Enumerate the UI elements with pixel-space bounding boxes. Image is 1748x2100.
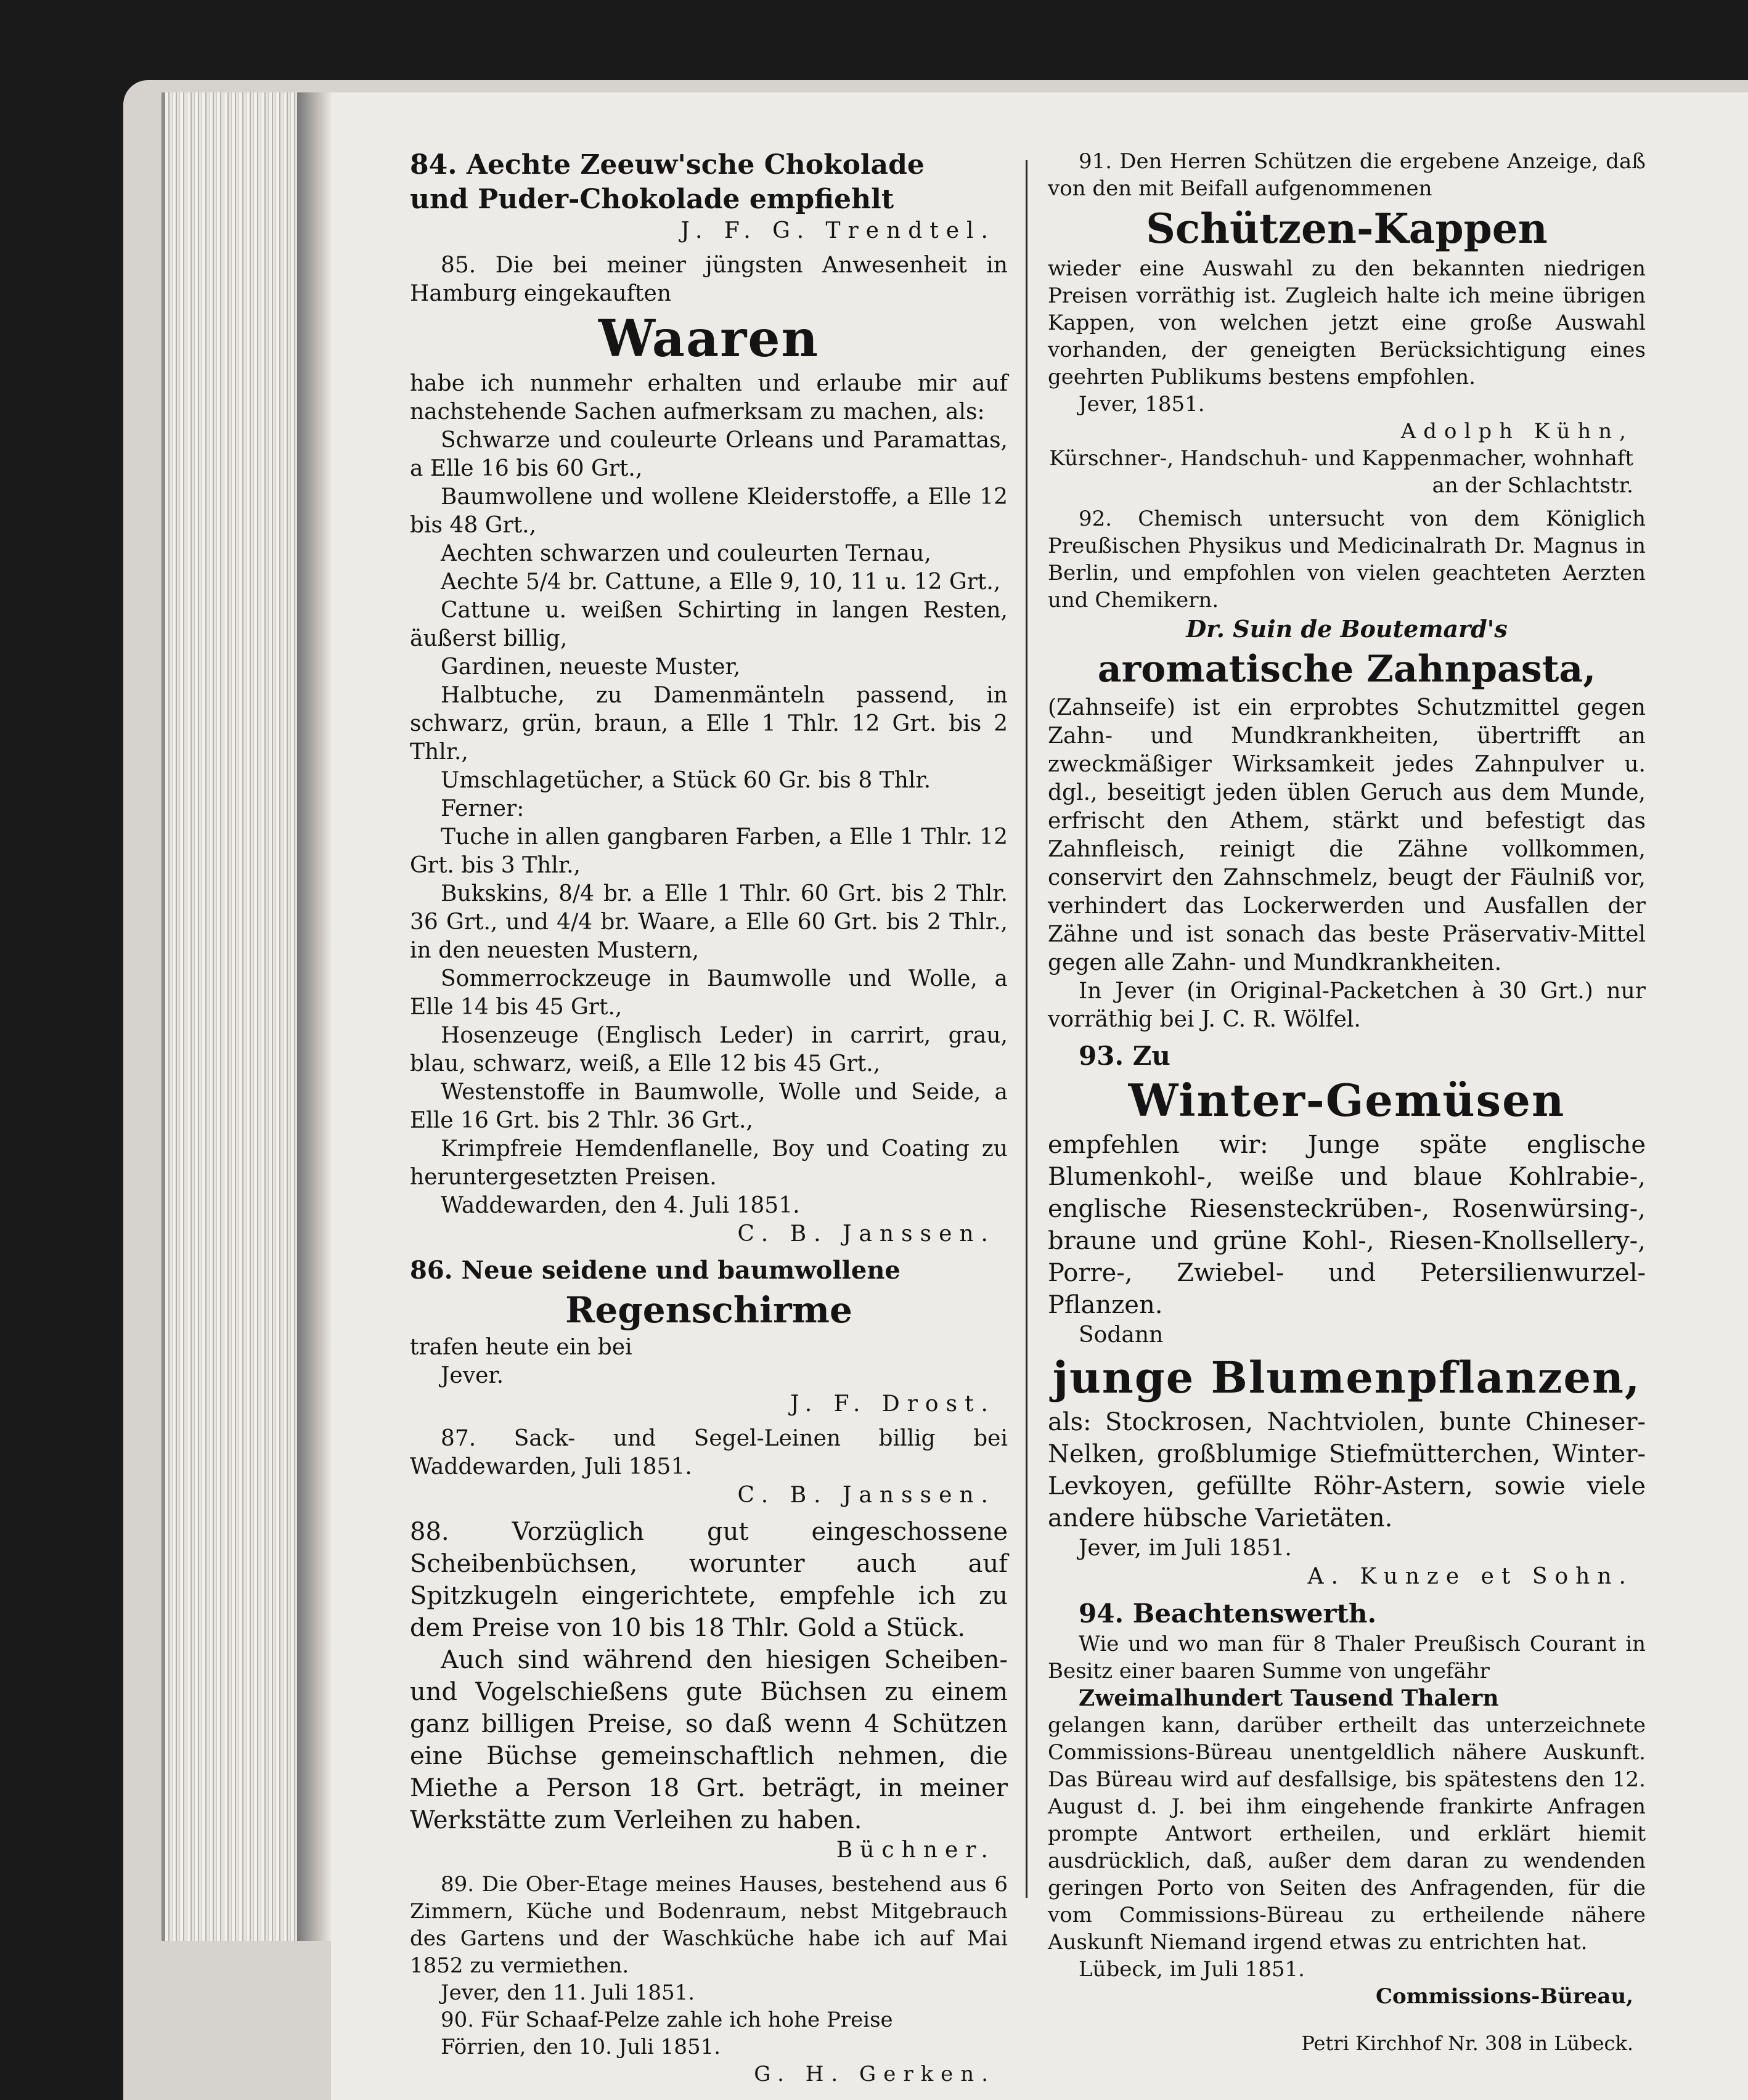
- ad-93-sodann: Sodann: [1079, 1322, 1164, 1348]
- ad-90: [410, 2006, 1008, 2088]
- ad-93: [1048, 1040, 1646, 1591]
- ad-94-place: Lübeck, im Juli 1851.: [1079, 1957, 1305, 1982]
- ad-92: [1048, 505, 1646, 1034]
- ad-86-body: trafen heute ein bei: [410, 1335, 632, 1360]
- ad-94-body1: Wie und wo man für 8 Thaler Preußisch Courant in Besitz einer baaren Summe von ungefähr: [1048, 1632, 1646, 1683]
- ad-94: [1048, 1597, 1646, 2057]
- column-divider: [1026, 160, 1027, 1898]
- ad-86-sign: J. F. Drost.: [790, 1391, 995, 1417]
- ad-90-place: Förrien, den 10. Juli 1851.: [441, 2035, 721, 2059]
- ad-85-title: Waaren: [598, 309, 820, 368]
- ad-84-line1: 84. Aechte Zeeuw'sche Chokolade: [410, 149, 925, 181]
- ad-93-body: empfehlen wir: Junge späte englische Blumenkohl-, weiße und blaue Kohlrabie-, englische Riesensteckrüben-, Rosenwürsing-, braune und grüne Kohl-, Riesen-Knollsellery-, Porre-, Zwiebel- und Petersilienwurzel-Pflanzen.: [1048, 1131, 1646, 1319]
- ad-85-item: Westenstoffe in Baumwolle, Wolle und Seide, a Elle 16 Grt. bis 2 Thlr. 36 Grt.,: [410, 1080, 1008, 1133]
- ad-89-place: Jever, den 11. Juli 1851.: [441, 1980, 695, 2005]
- ad-85-place: Waddewarden, den 4. Juli 1851.: [441, 1193, 800, 1218]
- ad-92-intro: 92. Chemisch untersucht von dem Königlich Preußischen Physikus und Medicinalrath Dr. Magnus in Berlin, und empfohlen von vielen geachteten Aerzten und Chemikern.: [1048, 507, 1646, 612]
- ad-89-body: 89. Die Ober-Etage meines Hauses, bestehend aus 6 Zimmern, Küche und Bodenraum, nebst Mitgebrauch des Gartens und der Waschküche habe ich auf Mai 1852 zu vermiethen.: [410, 1872, 1008, 1978]
- ad-85-item: Krimpfreie Hemdenflanelle, Boy und Coating zu heruntergesetzten Preisen.: [410, 1136, 1008, 1190]
- ad-85-item: Aechte 5/4 br. Cattune, a Elle 9, 10, 11 u. 12 Grt.,: [441, 569, 1001, 595]
- ad-87-body: 87. Sack- und Segel-Leinen billig bei Waddewarden, Juli 1851.: [410, 1426, 1008, 1479]
- ad-94-highlight: Zweimalhundert Tausend Thalern: [1079, 1685, 1499, 1711]
- ad-93-title: Winter-Gemüsen: [1128, 1074, 1566, 1126]
- ad-91: [1048, 148, 1646, 499]
- ad-94-body2: gelangen kann, darüber ertheilt das unterzeichnete Commissions-Büreau unentgeldlich nähere Auskunft. Das Büreau wird auf desfallsige, bis spätestens den 12. August d. J. bei ihm eingehende frankirte Anfragen prompte Antwort ertheilen, und erklärt hiemit ausdrücklich, daß, außer dem daran zu wendenden geringen Porto von Seiten des Anfragenden, für die vom Commissions-Büreau zu ertheilende nähere Auskunft Niemand irgend etwas zu entrichten hat.: [1048, 1713, 1646, 1955]
- ad-85-sign: C. B. Janssen.: [737, 1221, 995, 1247]
- ad-85-item: Aechten schwarzen und couleurten Ternau,: [441, 541, 931, 566]
- spine-shadow: [297, 92, 331, 1941]
- ad-91-place: Jever, 1851.: [1079, 392, 1205, 417]
- ad-85-item: Tuche in allen gangbaren Farben, a Elle 1 Thlr. 12 Grt. bis 3 Thlr.,: [410, 824, 1008, 878]
- ad-85-item: Schwarze und couleurte Orleans und Paramattas, a Elle 16 bis 60 Grt.,: [410, 428, 1008, 481]
- ad-93-intro: 93. Zu: [1079, 1041, 1170, 1071]
- ad-88: [410, 1516, 1008, 1865]
- ad-91-sign: Adolph Kühn,: [1400, 419, 1633, 444]
- ad-88-sign: Büchner.: [836, 1837, 995, 1863]
- ad-94-address: Petri Kirchhof Nr. 308 in Lübeck.: [1301, 2032, 1633, 2055]
- ad-91-body: wieder eine Auswahl zu den bekannten niedrigen Preisen vorräthig ist. Zugleich halte ich meine übrigen Kappen, von welchen jetzt eine große Auswahl vorhanden, der geneigten Berücksichtigung eines geehrten Publikums bestens empfohlen.: [1048, 256, 1646, 389]
- ad-85-item: Umschlagetücher, a Stück 60 Gr. bis 8 Thlr.: [441, 768, 931, 793]
- ad-91-sign2: Kürschner-, Handschuh- und Kappenmacher, wohnhaft an der Schlachtstr.: [1049, 446, 1633, 498]
- ad-94-sign: Commissions-Büreau,: [1375, 1984, 1633, 2009]
- ad-85-body: habe ich nunmehr erhalten und erlaube mir auf nachstehende Sachen aufmerksam zu machen, als:: [410, 371, 1008, 425]
- ad-85-item: Gardinen, neueste Muster,: [441, 654, 741, 680]
- ad-94-intro: 94. Beachtenswerth.: [1079, 1598, 1377, 1629]
- ad-92-footer: In Jever (in Original-Packetchen à 30 Grt.) nur vorräthig bei J. C. R. Wölfel.: [1048, 979, 1646, 1032]
- ad-89: [410, 1871, 1008, 2006]
- ad-91-title: Schützen-Kappen: [1146, 205, 1548, 253]
- ad-85-item: Hosenzeuge (Englisch Leder) in carrirt, grau, blau, schwarz, weiß, a Elle 12 bis 45 Grt.,: [410, 1023, 1008, 1076]
- ad-88-body1: 88. Vorzüglich gut eingeschossene Scheibenbüchsen, worunter auch auf Spitzkugeln eingerichtete, empfehle ich zu dem Preise von 10 bis 18 Thlr. Gold a Stück.: [410, 1518, 1008, 1642]
- ad-93-sign: A. Kunze et Sohn.: [1307, 1564, 1633, 1589]
- ad-85-item: Bukskins, 8/4 br. a Elle 1 Thlr. 60 Grt. bis 2 Thlr. 36 Grt., und 4/4 br. Waare, a Elle 60 Grt. bis 2 Thlr., in den neuesten Mustern,: [410, 881, 1008, 963]
- ad-85-item: Baumwollene und wollene Kleiderstoffe, a Elle 12 bis 48 Grt.,: [410, 484, 1008, 538]
- ad-93-title2: junge Blumenpflanzen,: [1052, 1352, 1641, 1403]
- ad-86: [410, 1255, 1008, 1418]
- left-column: [410, 148, 1008, 2088]
- ad-92-body: (Zahnseife) ist ein erprobtes Schutzmittel gegen Zahn- und Mundkrankheiten, übertrifft an zweckmäßiger Wirksamkeit jedes Zahnpulver u. dgl., beseitigt jeden üblen Geruch aus dem Munde, erfrischt den Athem, stärkt und befestigt das Zahnfleisch, reinigt die Zähne vollkommen, conservirt den Zahnschmelz, beugt der Fäulniß vor, verhindert das Lockerwerden und Ausfallen der Zähne und ist sonach das beste Präservativ-Mittel gegen alle Zahn- und Mundkrankheiten.: [1048, 695, 1646, 975]
- ad-86-place: Jever.: [441, 1363, 504, 1388]
- ad-93-place: Jever, im Juli 1851.: [1079, 1536, 1292, 1561]
- ad-84: [410, 148, 1008, 245]
- ad-87: [410, 1425, 1008, 1510]
- ad-85: [410, 251, 1008, 1248]
- right-column: [1048, 148, 1646, 2077]
- ad-85-intro: 85. Die bei meiner jüngsten Anwesenheit in Hamburg eingekauften: [410, 253, 1008, 306]
- ad-87-sign: C. B. Janssen.: [737, 1483, 995, 1508]
- ad-85-item: Ferner:: [441, 796, 525, 821]
- ad-84-sign: J. F. G. Trendtel.: [680, 218, 995, 243]
- ad-90-sign: G. H. Gerken.: [754, 2062, 995, 2086]
- ad-85-item: Halbtuche, zu Damenmänteln passend, in schwarz, grün, braun, a Elle 1 Thlr. 12 Grt. bis 2 Thlr.,: [410, 683, 1008, 765]
- ad-92-subtitle: Dr. Suin de Boutemard's: [1186, 615, 1508, 643]
- ad-93-body2: als: Stockrosen, Nachtviolen, bunte Chineser-Nelken, großblumige Stiefmütterchen, Winter-Levkoyen, gefüllte Röhr-Astern, sowie viele andere hübsche Varietäten.: [1048, 1408, 1646, 1532]
- page-edges: [161, 92, 301, 1941]
- ad-85-item: Cattune u. weißen Schirting in langen Resten, äußerst billig,: [410, 598, 1008, 651]
- ad-92-title: aromatische Zahnpasta,: [1097, 648, 1596, 691]
- ad-90-body: 90. Für Schaaf-Pelze zahle ich hohe Preise: [441, 2008, 893, 2032]
- ad-86-title: Regenschirme: [565, 1289, 852, 1331]
- ad-86-line1: 86. Neue seidene und baumwollene: [410, 1256, 901, 1285]
- ad-91-intro: 91. Den Herren Schützen die ergebene Anzeige, daß von den mit Beifall aufgenommenen: [1048, 149, 1646, 201]
- ad-85-item: Sommerrockzeuge in Baumwolle und Wolle, a Elle 14 bis 45 Grt.,: [410, 966, 1008, 1020]
- ad-84-line2: und Puder-Chokolade empfiehlt: [410, 184, 894, 215]
- ad-88-body2: Auch sind während den hiesigen Scheiben- und Vogelschießens gute Büchsen zu einem ganz billigen Preise, so daß wenn 4 Schützen eine Büchse gemeinschaftlich nehmen, die Miethe a Person 18 Grt. beträgt, in meiner Werkstätte zum Verleihen zu haben.: [410, 1646, 1008, 1834]
